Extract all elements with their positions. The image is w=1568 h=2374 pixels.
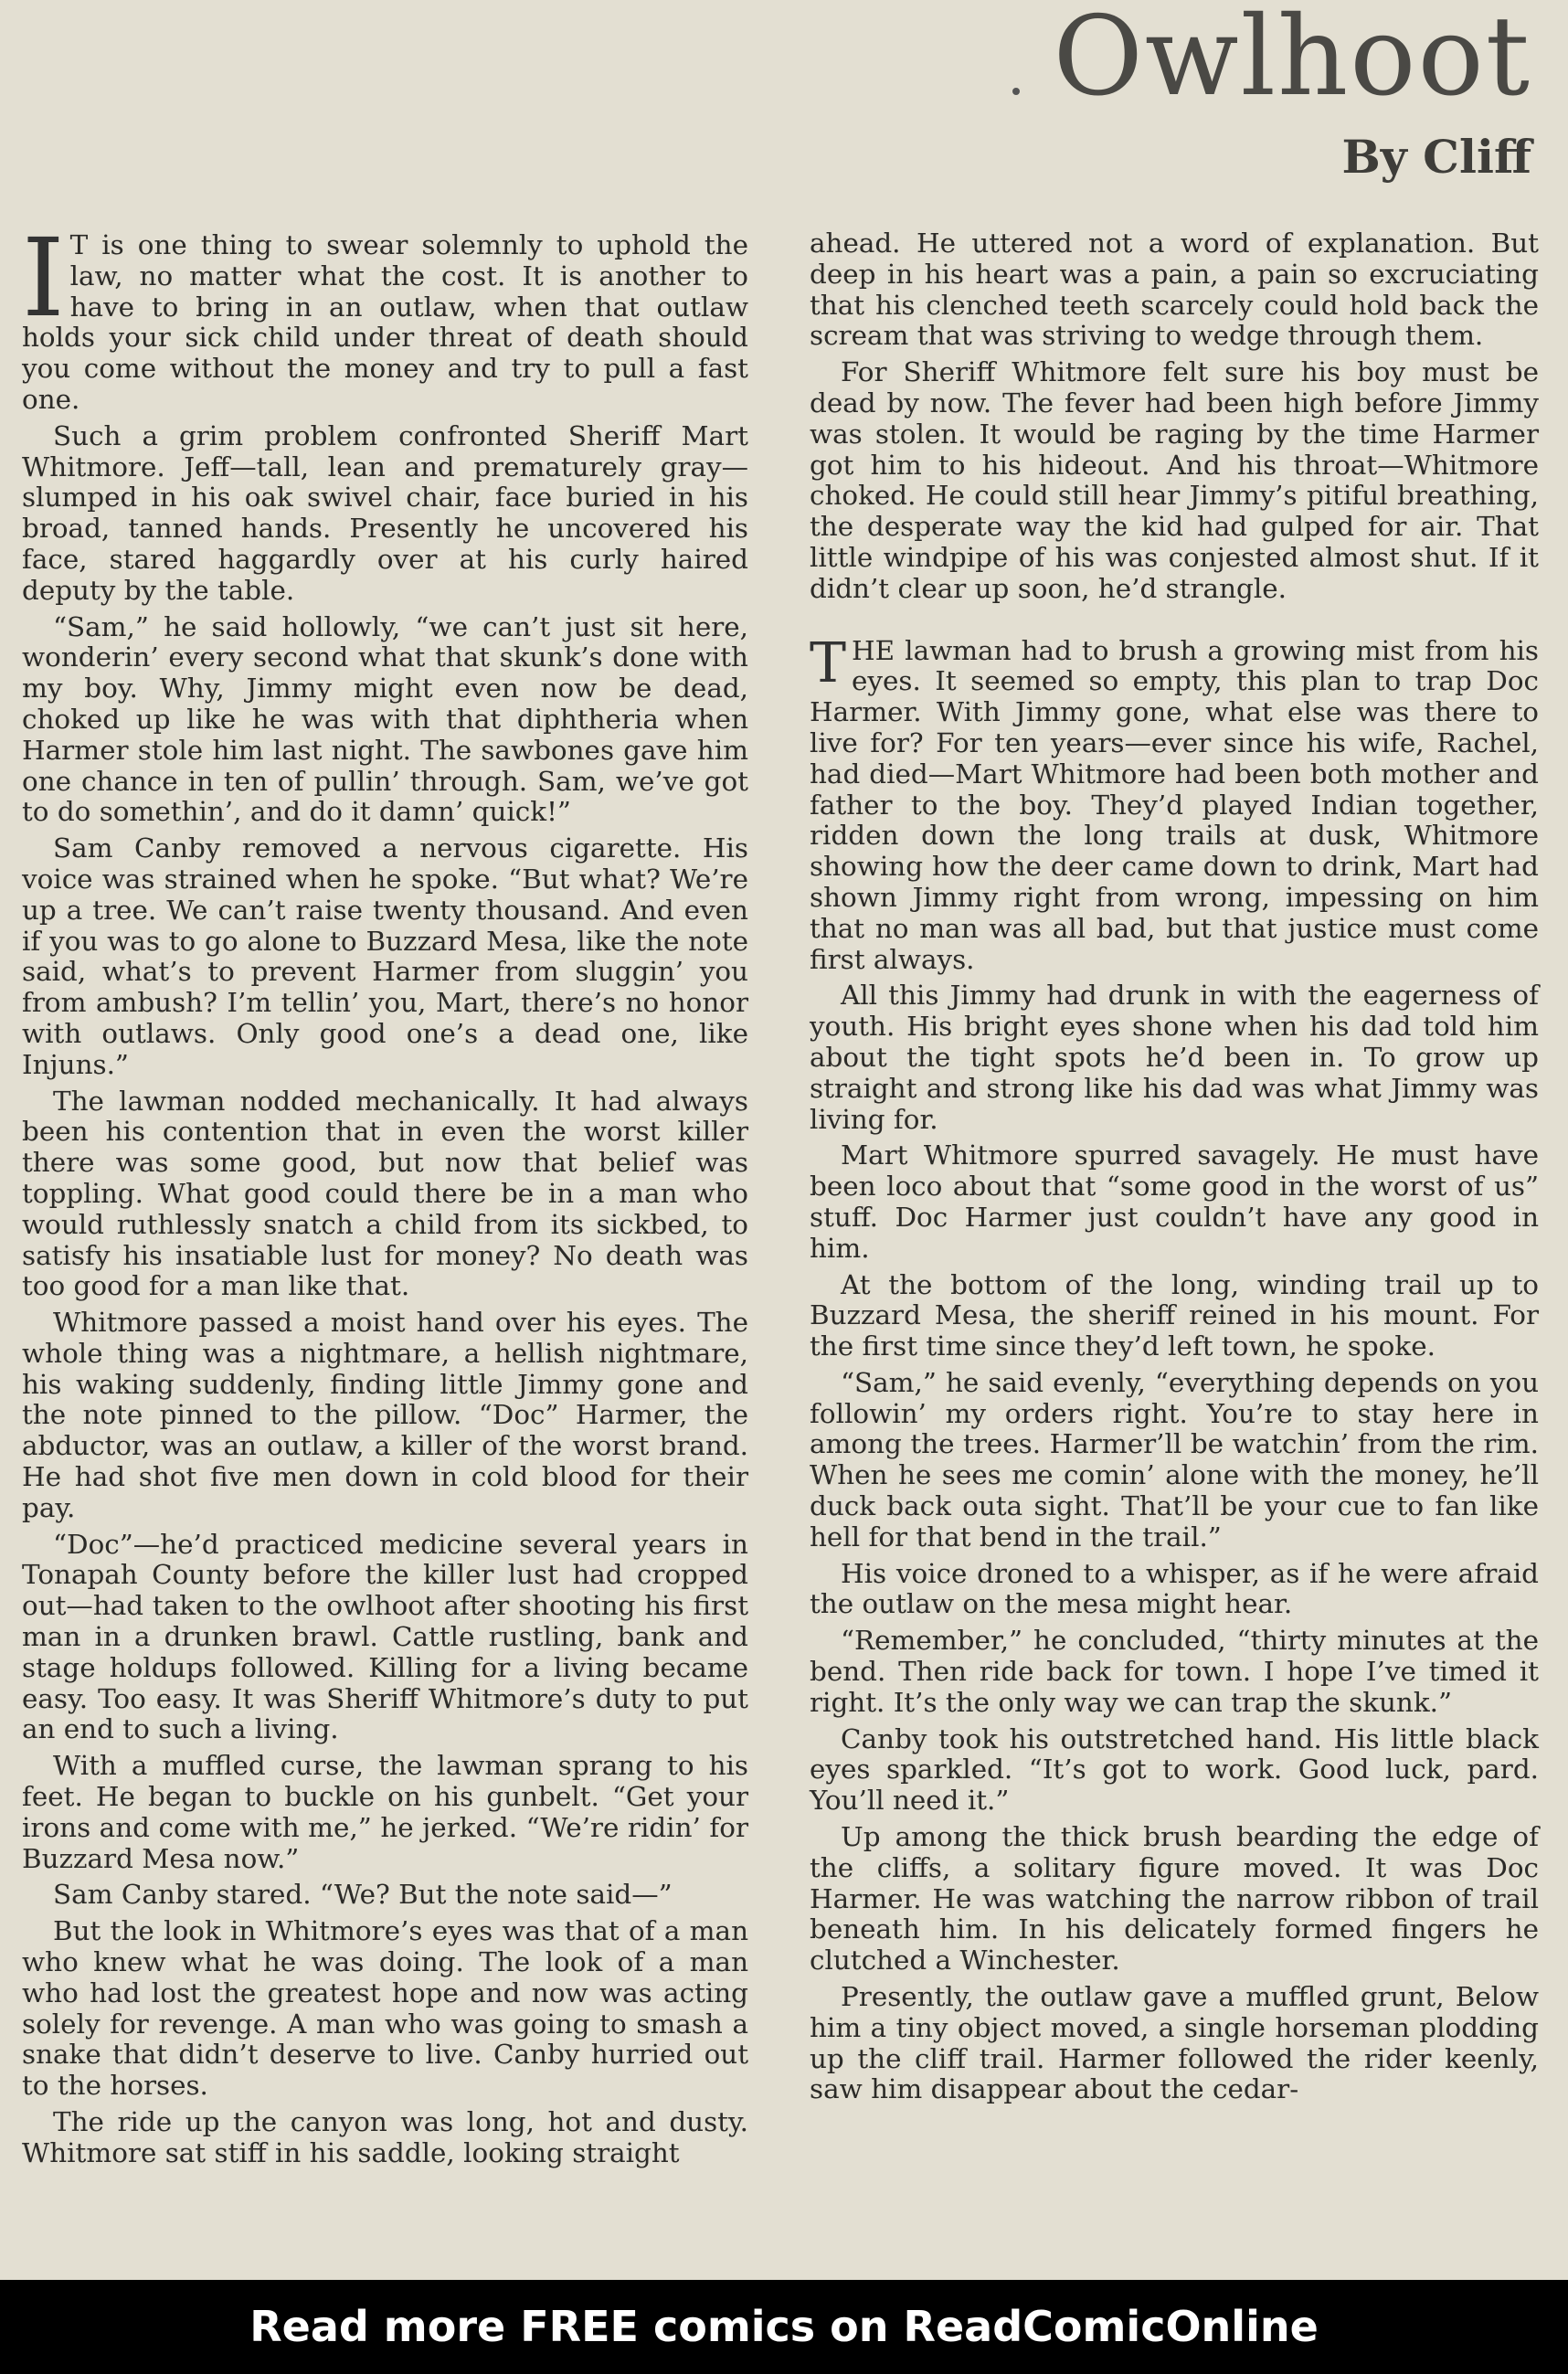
paragraph: At the bottom of the long, winding trail up to Buzzard Mesa, the sheriff reined in his mount. For the first time since they’d left town, he spoke.: [810, 1268, 1539, 1362]
paragraph: Whitmore passed a moist hand over his eyes. The whole thing was a nightmare, a hellish nightmare, his waking suddenly, finding little Jimmy gone and the note pinned to the pillow. “Doc” Harmer, the abductor, was an outlaw, a killer of the worst brand. He had shot five men down in cold blood for their pay.: [22, 1307, 748, 1523]
promo-footer-link[interactable]: Read more FREE comics on ReadComicOnline: [0, 2280, 1568, 2374]
paragraph: For Sheriff Whitmore felt sure his boy must be dead by now. The fever had been high before Jimmy was stolen. It would be raging by the time Harmer got him to his hideout. And his throat—Whitmore choked. He could still hear Jimmy’s pitiful breathing, the desperate way the kid had gulped for air. That little windpipe of his was conjested almost shut. If it didn’t clear up soon, he’d strangle.: [810, 356, 1539, 604]
paragraph: “Remember,” he concluded, “thirty minutes at the bend. Then ride back for town. I hope I’ve timed it right. It’s the only way we can trap the skunk.”: [810, 1625, 1539, 1718]
story-byline: By Cliff: [1341, 130, 1531, 184]
paragraph: Presently, the outlaw gave a muffled grunt, Below him a tiny object moved, a single horseman plodding up the cliff trail. Harmer followed the rider keenly, saw him disappear about the cedar-: [810, 1981, 1539, 2105]
paragraph: But the look in Whitmore’s eyes was that of a man who knew what he was doing. The look of a man who had lost the greatest hope and now was acting solely for revenge. A man who was going to smash a snake that didn’t deserve to live. Canby hurried out to the horses.: [22, 1915, 748, 2102]
right-column: [810, 228, 1539, 2111]
paragraph: [22, 215, 748, 416]
paragraph: Canby took his outstretched hand. His little black eyes sparkled. “It’s got to work. Good luck, pard. You’ll need it.”: [810, 1722, 1539, 1817]
paragraph: With a muffled curse, the lawman sprang to his feet. He began to buckle on his gunbelt. “Get your irons and come with me,” he jerked. “We’re ridin’ for Buzzard Mesa now.”: [22, 1750, 748, 1874]
left-column: [22, 215, 748, 2175]
paragraph: “Sam,” he said evenly, “everything depends on you followin’ my orders right. You’re to stay here in among the trees. Harmer’ll be watchin’ from the rim. When he sees me comin’ alone with the money, he’ll duck back outa sight. That’ll be your cue to fan like hell for that bend in the trail.”: [810, 1366, 1539, 1553]
drop-cap: I: [22, 215, 65, 341]
paragraph: [810, 631, 1539, 976]
paragraph: The lawman nodded mechanically. It had always been his contention that in even the worst killer there was some good, but now that belief was toppling. What good could there be in a man who would ruthlessly snatch a child from its sickbed, to satisfy his insatiable lust for money? No death was too good for a man like that.: [22, 1085, 748, 1302]
drop-cap: T: [810, 631, 847, 695]
paragraph: Mart Whitmore spurred savagely. He must have been loco about that “some good in the worst of us” stuff. Doc Harmer just couldn’t have any good in him.: [810, 1139, 1539, 1264]
paragraph: “Sam,” he said hollowly, “we can’t just sit here, wonderin’ every second what that skunk’s done with my boy. Why, Jimmy might even now be dead, choked up like he was with that diphtheria when Harmer stole him last night. The sawbones gave him one chance in ten of pullin’ through. Sam, we’ve got to do somethin’, and do it damn’ quick!”: [22, 610, 748, 828]
story-title: Owlhoot: [1053, 0, 1531, 121]
paragraph-text: T is one thing to swear solemnly to uphold the law, no matter what the cost. It is another to have to bring in an outlaw, when that outlaw holds your sick child under threat of death should you come without the money and try to pull a fast one.: [22, 229, 748, 415]
paragraph: “Doc”—he’d practiced medicine several years in Tonapah County before the killer lust had cropped out—had taken to the owlhoot after shooting his first man in a drunken brawl. Cattle rustling, bank and stage holdups followed. Killing for a living became easy. Too easy. It was Sheriff Whitmore’s duty to put an end to such a living.: [22, 1528, 748, 1745]
paragraph: Sam Canby removed a nervous cigarette. His voice was strained when he spoke. “But what? We’re up a tree. We can’t raise twenty thousand. And even if you was to go alone to Buzzard Mesa, like the note said, what’s to prevent Harmer from sluggin’ you from ambush? I’m tellin’ you, Mart, there’s no honor with outlaws. Only good one’s a dead one, like Injuns.”: [22, 832, 748, 1080]
paragraph: Sam Canby stared. “We? But the note said—”: [53, 1879, 673, 1911]
paragraph: Up among the thick brush bearding the edge of the cliffs, a solitary figure moved. It was Doc Harmer. He was watching the narrow ribbon of trail beneath him. In his delicately formed fingers he clutched a Winchester.: [810, 1821, 1539, 1977]
paragraph-text: HE lawman had to brush a growing mist from his eyes. It seemed so empty, this plan to trap Doc Harmer. With Jimmy gone, what else was there to live for? For ten years—ever since his wife, Rachel, had died—Mart Whitmore had been both mother and father to the boy. They’d played Indian together, ridden down the long trails at dusk, Whitmore showing how the deer came down to drink, Mart had shown Jimmy right from wrong, impessing on him that no man was all bad, but that justice must come first always.: [810, 634, 1539, 975]
paragraph: The ride up the canyon was long, hot and dusty. Whitmore sat stiff in his saddle, looking straight: [22, 2106, 748, 2168]
paragraph: Such a grim problem confronted Sheriff Mart Whitmore. Jeff—tall, lean and prematurely gray—slumped in his oak swivel chair, face buried in his broad, tanned hands. Presently he uncovered his face, stared haggardly over at his curly haired deputy by the table.: [22, 419, 748, 606]
ink-dot: [1012, 88, 1020, 95]
paragraph: His voice droned to a whisper, as if he were afraid the outlaw on the mesa might hear.: [810, 1557, 1539, 1620]
paragraph: All this Jimmy had drunk in with the eagerness of youth. His bright eyes shone when his dad told him about the tight spots he’d been in. To grow up straight and strong like his dad was what Jimmy was living for.: [810, 980, 1539, 1135]
paragraph: ahead. He uttered not a word of explanation. But deep in his heart was a pain, a pain so excruciating that his clenched teeth scarcely could hold back the scream that was striving to wedge through them.: [810, 228, 1539, 352]
